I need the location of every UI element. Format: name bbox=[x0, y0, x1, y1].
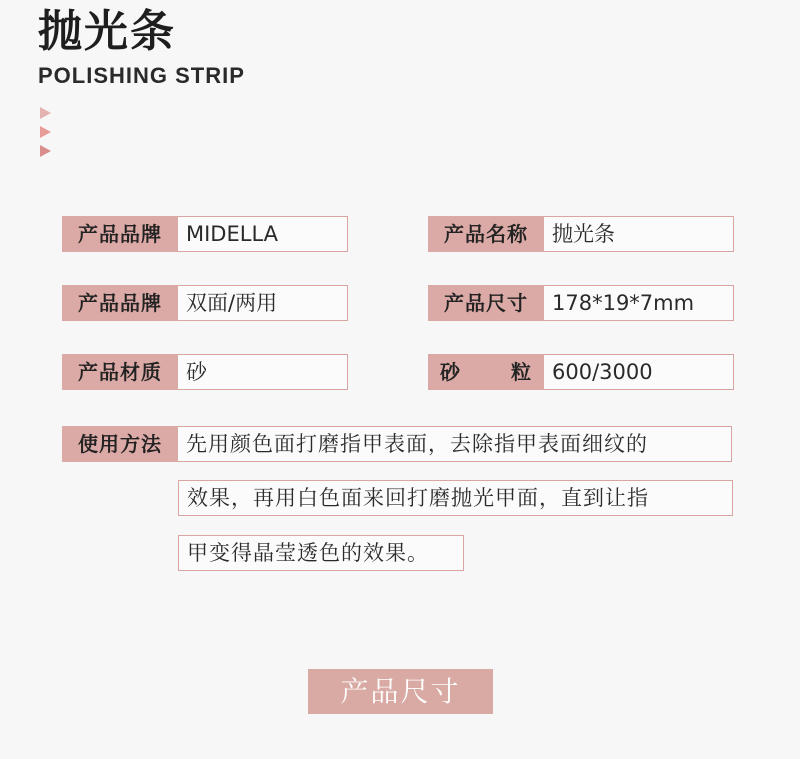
spec-value: 抛光条 bbox=[544, 216, 734, 252]
usage-line: 甲变得晶莹透色的效果。 bbox=[178, 535, 464, 571]
spec-label: 产品品牌 bbox=[62, 216, 178, 252]
usage-line: 效果，再用白色面来回打磨抛光甲面，直到让指 bbox=[178, 480, 733, 516]
usage-label: 使用方法 bbox=[62, 426, 178, 462]
spec-value: MIDELLA bbox=[178, 216, 348, 252]
section-heading-size: 产品尺寸 bbox=[308, 669, 493, 714]
usage-line: 先用颜色面打磨指甲表面，去除指甲表面细纹的 bbox=[178, 426, 732, 462]
spec-label-char: 粒 bbox=[511, 360, 532, 384]
spec-value: 砂 bbox=[178, 354, 348, 390]
triangle-bullet-icon bbox=[40, 107, 51, 119]
spec-label: 产品名称 bbox=[428, 216, 544, 252]
spec-label bbox=[428, 354, 544, 390]
spec-value: 600/3000 bbox=[544, 354, 734, 390]
spec-label: 产品品牌 bbox=[62, 285, 178, 321]
spec-value: 178*19*7mm bbox=[544, 285, 734, 321]
triangle-bullet-icon bbox=[40, 145, 51, 157]
triangle-bullet-icon bbox=[40, 126, 51, 138]
spec-label: 产品材质 bbox=[62, 354, 178, 390]
spec-label-char: 砂 bbox=[440, 360, 461, 384]
spec-value: 双面/两用 bbox=[178, 285, 348, 321]
spec-label: 产品尺寸 bbox=[428, 285, 544, 321]
page-title: 抛光条 bbox=[38, 6, 176, 57]
page-subtitle: POLISHING STRIP bbox=[38, 63, 245, 88]
